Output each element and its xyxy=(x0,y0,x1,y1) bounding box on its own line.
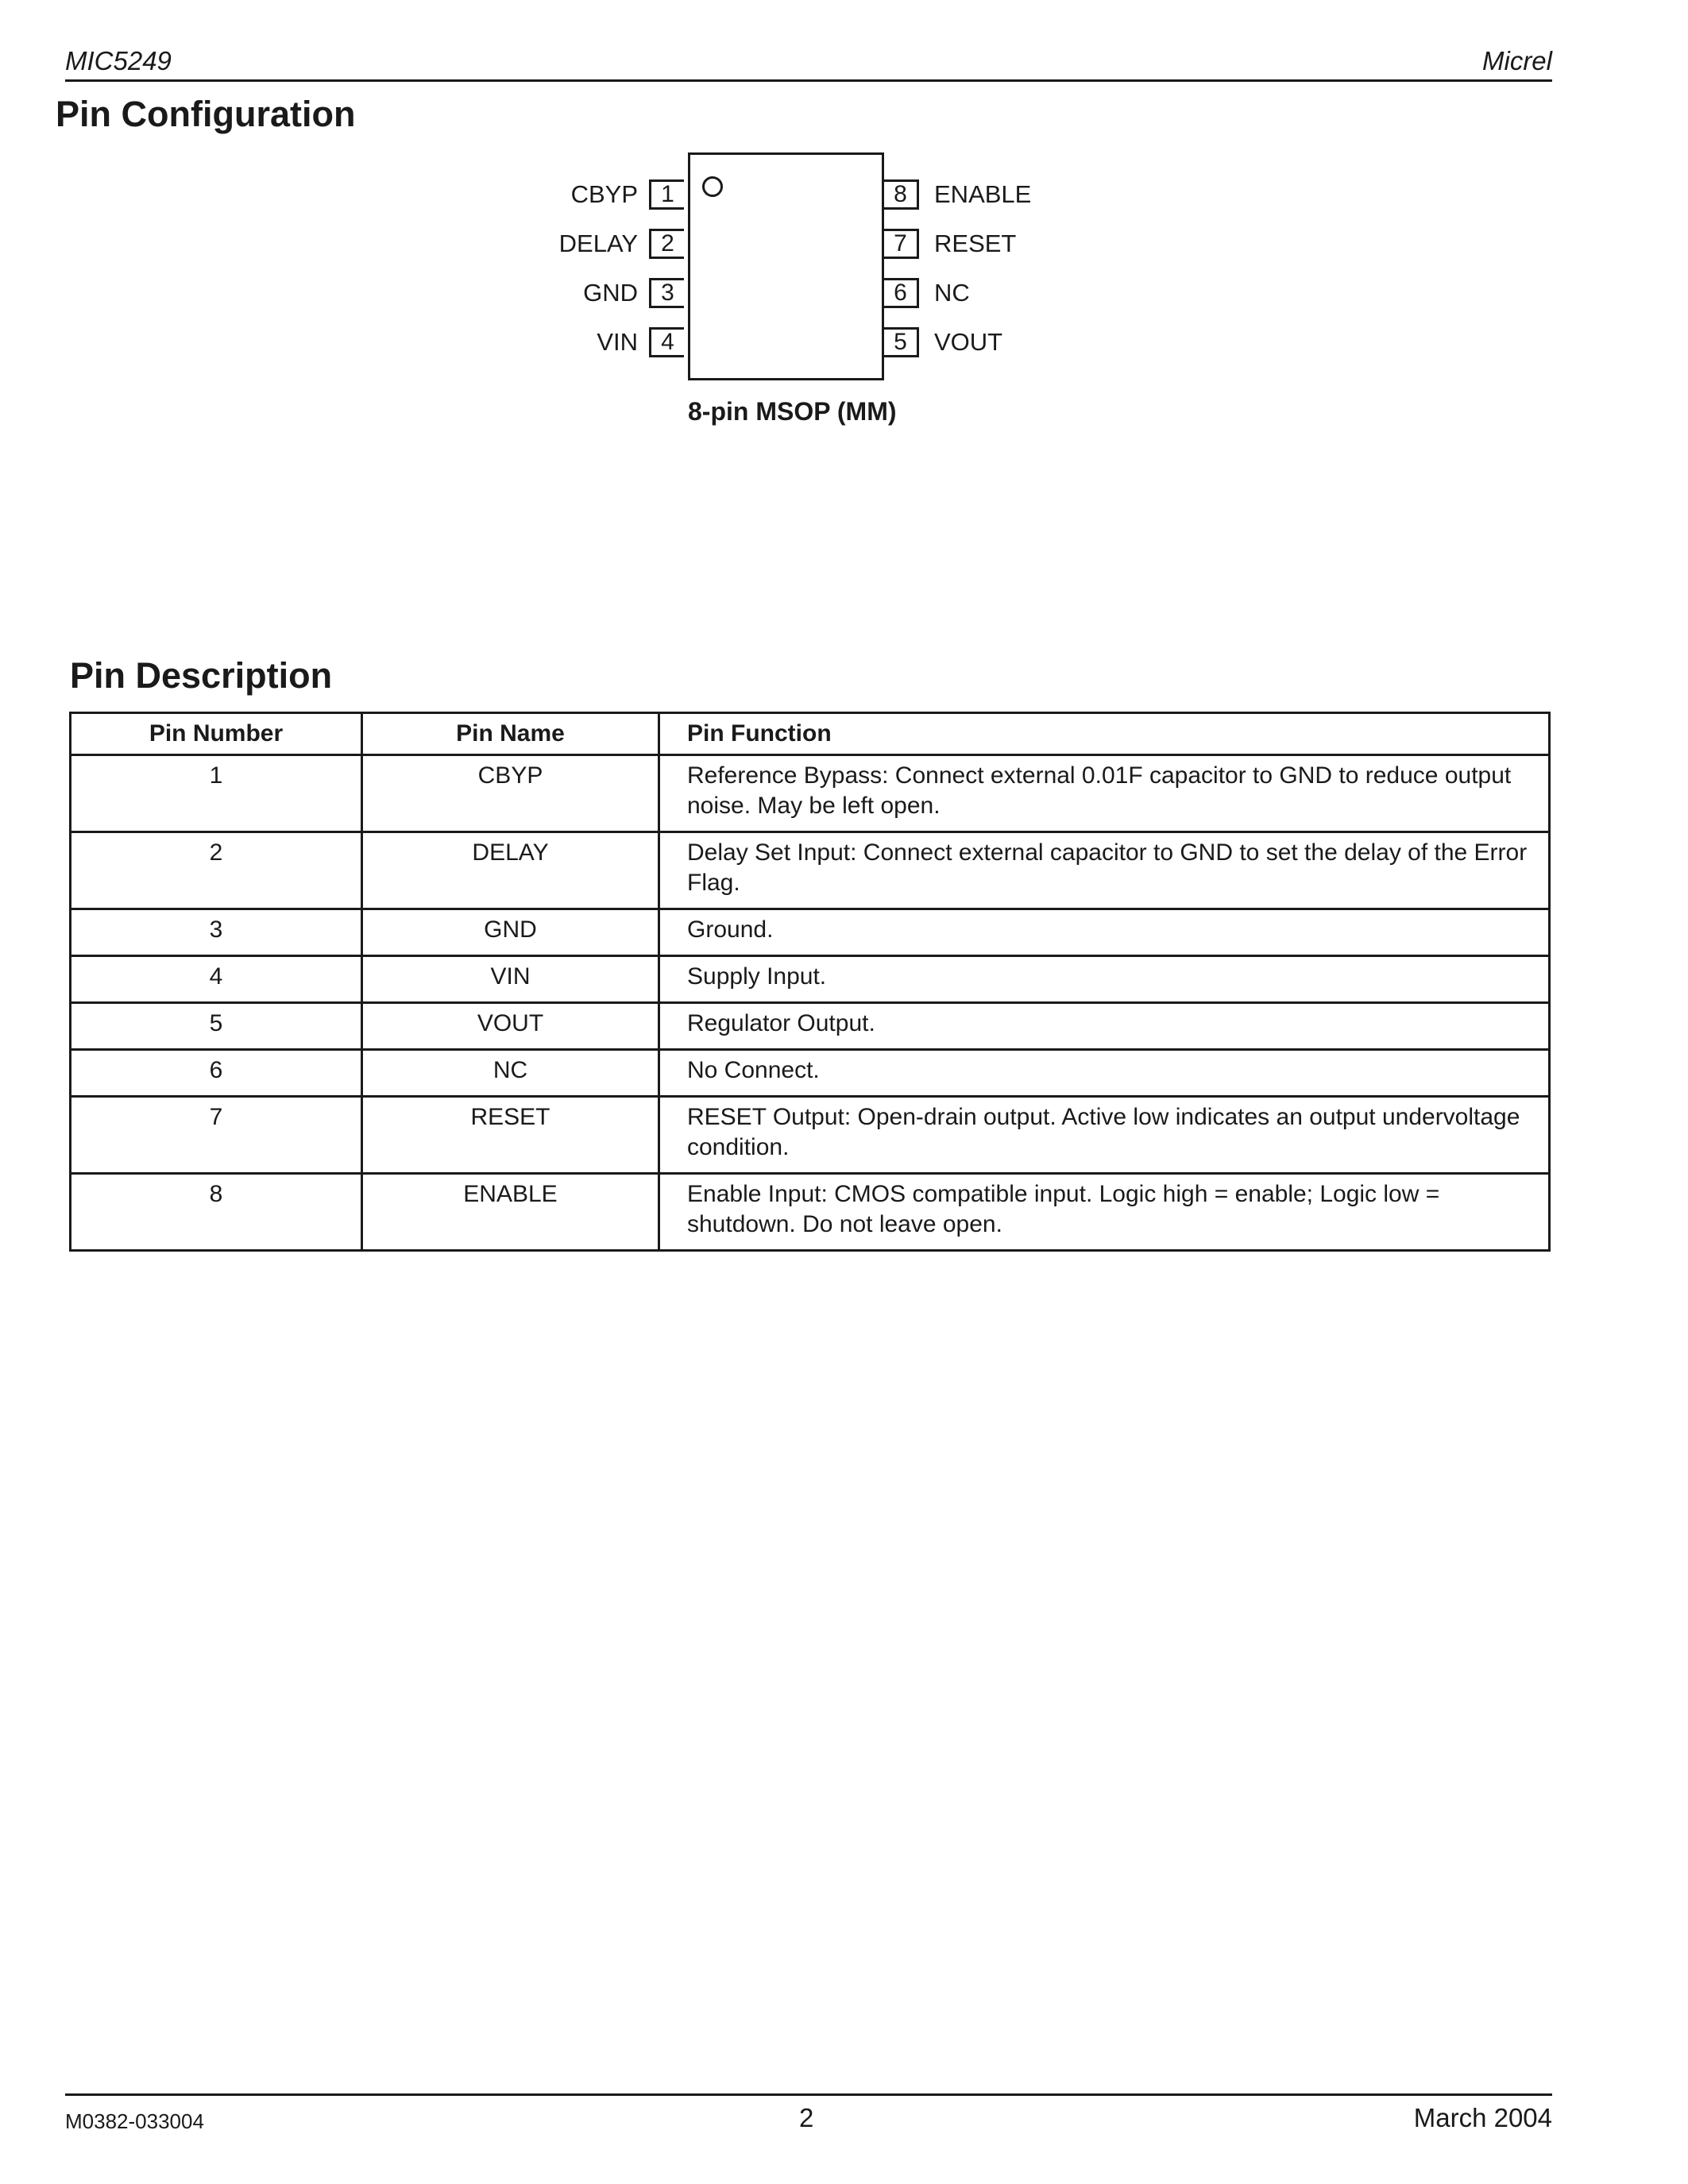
pin-description-table xyxy=(69,712,1551,1252)
pin-label-8: ENABLE xyxy=(934,180,1032,208)
table-row xyxy=(71,1050,1550,1097)
cell-pin-number: 8 xyxy=(71,1174,362,1251)
cell-pin-function: No Connect. xyxy=(659,1050,1550,1097)
pin-label-5: VOUT xyxy=(934,328,1003,356)
pin-number-5: 5 xyxy=(884,327,919,357)
pin-config-title: Pin Configuration xyxy=(56,94,356,134)
pin-number-3: 3 xyxy=(649,278,684,308)
pin-number-4: 4 xyxy=(649,327,684,357)
footer-rule xyxy=(65,2093,1552,2096)
cell-pin-number: 2 xyxy=(71,832,362,909)
header-company: Micrel xyxy=(1482,46,1552,75)
table-row xyxy=(71,755,1550,832)
cell-pin-number: 1 xyxy=(71,755,362,832)
cell-pin-name: GND xyxy=(362,909,659,956)
pin-label-4: VIN xyxy=(597,328,638,356)
table-row xyxy=(71,1174,1550,1251)
cell-pin-number: 6 xyxy=(71,1050,362,1097)
cell-pin-function: Supply Input. xyxy=(659,956,1550,1003)
cell-pin-name: VIN xyxy=(362,956,659,1003)
cell-pin-name: CBYP xyxy=(362,755,659,832)
pin-label-7: RESET xyxy=(934,230,1017,257)
header-pin-number: Pin Number xyxy=(71,713,362,755)
cell-pin-name: VOUT xyxy=(362,1003,659,1050)
table-row xyxy=(71,1097,1550,1174)
table-row xyxy=(71,832,1550,909)
pin-label-1: CBYP xyxy=(570,180,638,208)
cell-pin-name: ENABLE xyxy=(362,1174,659,1251)
table-row xyxy=(71,909,1550,956)
pin-label-2: DELAY xyxy=(558,230,638,257)
cell-pin-function: Ground. xyxy=(659,909,1550,956)
cell-pin-function: Delay Set Input: Connect external capacitor to GND to set the delay of the Error Flag. xyxy=(659,832,1550,909)
cell-pin-name: DELAY xyxy=(362,832,659,909)
pin-desc-title: Pin Description xyxy=(70,655,333,696)
cell-pin-function: Enable Input: CMOS compatible input. Logic high = enable; Logic low = shutdown. Do not leave open. xyxy=(659,1174,1550,1251)
cell-pin-name: RESET xyxy=(362,1097,659,1174)
pin1-marker-icon xyxy=(702,176,723,197)
cell-pin-name: NC xyxy=(362,1050,659,1097)
pin-label-3: GND xyxy=(583,279,638,307)
table-header-row xyxy=(71,713,1550,755)
cell-pin-number: 5 xyxy=(71,1003,362,1050)
cell-pin-number: 4 xyxy=(71,956,362,1003)
package-caption: 8-pin MSOP (MM) xyxy=(688,397,897,426)
pin-number-1: 1 xyxy=(649,179,684,210)
cell-pin-function: RESET Output: Open-drain output. Active low indicates an output undervoltage condition. xyxy=(659,1097,1550,1174)
footer-doc-number: M0382-033004 xyxy=(65,2109,204,2133)
pin-number-8: 8 xyxy=(884,179,919,210)
footer-page-number: 2 xyxy=(799,2103,814,2132)
header-pin-function: Pin Function xyxy=(659,713,1550,755)
pin-label-6: NC xyxy=(934,279,970,307)
header-part-number: MIC5249 xyxy=(65,46,172,75)
pin-number-6: 6 xyxy=(884,278,919,308)
footer-date: March 2004 xyxy=(1413,2103,1552,2132)
cell-pin-function: Reference Bypass: Connect external 0.01F capacitor to GND to reduce output noise. May be left open. xyxy=(659,755,1550,832)
header-pin-name: Pin Name xyxy=(362,713,659,755)
cell-pin-function: Regulator Output. xyxy=(659,1003,1550,1050)
pin-number-7: 7 xyxy=(884,229,919,259)
cell-pin-number: 3 xyxy=(71,909,362,956)
table-row xyxy=(71,1003,1550,1050)
table-row xyxy=(71,956,1550,1003)
header-rule xyxy=(65,79,1552,82)
pin-number-2: 2 xyxy=(649,229,684,259)
cell-pin-number: 7 xyxy=(71,1097,362,1174)
